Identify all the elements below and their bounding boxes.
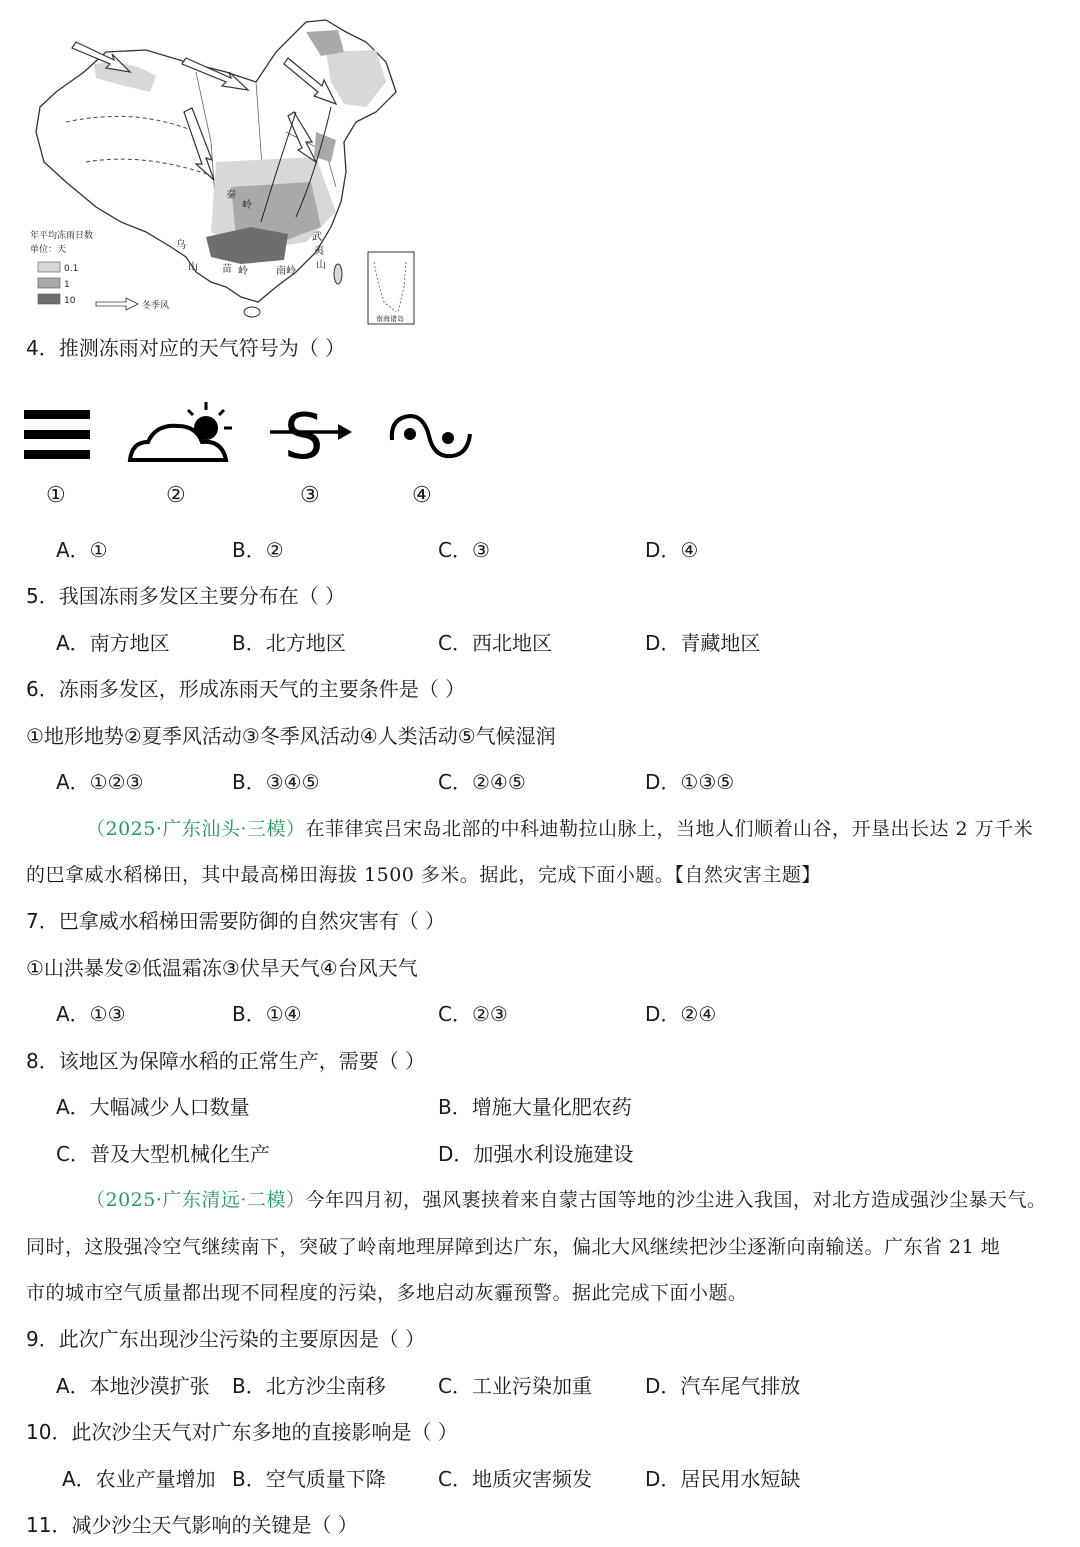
svg-text:S: S [284,400,324,468]
q8-stem: 8．该地区为保障水稻的正常生产，需要（ ） [26,1049,426,1073]
q10-option-b[interactable]: B．空气质量下降 [232,1467,386,1491]
q4-option-b[interactable]: B．② [232,538,284,562]
symbol-2-label: ② [166,483,186,508]
q6-stem: 6．冻雨多发区，形成冻雨天气的主要条件是（ ） [26,677,466,701]
legend-item-2: 1 [64,280,70,290]
china-map-svg [26,12,418,328]
label-ling: 岭 [242,200,252,211]
q7-option-c[interactable]: C．②③ [438,1002,508,1026]
legend-title: 年平均冻雨日数 [30,231,94,241]
passage1-text1: 在菲律宾吕宋岛北部的中科迪勒拉山脉上，当地人们顺着山谷，开垦出长达 2 万千米 [305,818,1034,840]
legend-item-1: 0.1 [64,264,79,274]
passage2-line1 [86,1186,1046,1214]
q9-stem: 9．此次广东出现沙尘污染的主要原因是（ ） [26,1327,426,1351]
q10-option-d[interactable]: D．居民用水短缺 [645,1467,801,1491]
q6-option-b[interactable]: B．③④⑤ [232,770,320,794]
label-wu: 乌 [176,240,186,251]
q4-option-d[interactable]: D．④ [645,538,699,562]
legend-unit: 单位：天 [30,245,67,255]
legend-wind: 冬季风 [142,301,170,311]
q5-option-a[interactable]: A．南方地区 [56,631,170,655]
q6-option-a[interactable]: A．①②③ [56,770,144,794]
passage1-line2: 的巴拿威水稻梯田，其中最高梯田海拔 1500 多米。据此，完成下面小题。【自然灾害主题】 [26,864,821,886]
passage1-source: （2025·广东汕头·三模） [86,818,306,840]
passage2-source: （2025·广东清远·二模） [86,1189,306,1211]
q8-option-b[interactable]: B．增施大量化肥农药 [438,1095,632,1119]
q10-stem: 10．此次沙尘天气对广东多地的直接影响是（ ） [26,1420,458,1444]
q7-conditions: ①山洪暴发②低温霜冻③伏旱天气④台风天气 [26,956,418,980]
q6-option-c[interactable]: C．②④⑤ [438,770,526,794]
q8-option-a[interactable]: A．大幅减少人口数量 [56,1095,250,1119]
q11-stem: 11．减少沙尘天气影响的关键是（ ） [26,1513,358,1537]
passage2-text1: 今年四月初，强风裹挟着来自蒙古国等地的沙尘进入我国，对北方造成强沙尘暴天气。 [305,1189,1047,1211]
passage2-line3: 市的城市空气质量都出现不同程度的污染，多地启动灰霾预警。据此完成下面小题。 [26,1282,748,1304]
q6-conditions: ①地形地势②夏季风活动③冬季风活动④人类活动⑤气候湿润 [26,724,556,748]
q7-option-a[interactable]: A．①③ [56,1002,126,1026]
label-qin: 秦 [226,190,236,201]
q6-option-d[interactable]: D．①③⑤ [645,770,735,794]
passage1-line1 [86,815,1033,843]
inset-label: 南海诸岛 [376,315,404,323]
legend-swatch-dark [38,294,60,304]
q7-option-d[interactable]: D．②④ [645,1002,717,1026]
q9-option-c[interactable]: C．工业污染加重 [438,1374,592,1398]
q5-stem: 5．我国冻雨多发区主要分布在（ ） [26,584,346,608]
south-sea-inset [368,252,414,324]
legend-swatch-light [38,262,60,272]
q8-option-d[interactable]: D．加强水利设施建设 [438,1142,634,1166]
symbol-3 [268,398,356,472]
symbol-2 [126,398,238,472]
label-ling2: 岭 [238,266,248,277]
label-miao: 苗 [222,264,232,275]
label-wuyi-2: 夷 [314,246,324,257]
q9-option-a[interactable]: A．本地沙漠扩张 [56,1374,210,1398]
legend-item-3: 10 [64,296,76,306]
sandstorm-icon [268,398,356,468]
legend-wind-arrow-icon [96,298,138,310]
q9-option-b[interactable]: B．北方沙尘南移 [232,1374,386,1398]
q10-option-c[interactable]: C．地质灾害频发 [438,1467,592,1491]
q4-option-c[interactable]: C．③ [438,538,490,562]
q8-option-c[interactable]: C．普及大型机械化生产 [56,1142,270,1166]
freezing-rain-icon [386,398,476,468]
label-wuyi-1: 武 [312,232,322,243]
symbol-4 [386,398,476,472]
q5-option-d[interactable]: D．青藏地区 [645,631,761,655]
symbol-1-label: ① [46,483,66,508]
q9-option-d[interactable]: D．汽车尾气排放 [645,1374,801,1398]
legend-swatch-mid [38,278,60,288]
q7-option-b[interactable]: B．①④ [232,1002,302,1026]
label-wuyi-3: 山 [316,260,326,271]
passage2-line2: 同时，这股强冷空气继续南下，突破了岭南地理屏障到达广东，偏北大风继续把沙尘逐渐向南输送。广东省 21 地 [26,1236,1001,1258]
fog-bars-icon [24,398,92,468]
q10-option-a[interactable]: A．农业产量增加 [62,1467,216,1491]
symbol-3-label: ③ [300,483,320,508]
q4-option-a[interactable]: A．① [56,538,108,562]
partly-cloudy-icon [126,398,238,468]
q4-stem: 4．推测冻雨对应的天气符号为（ ） [26,336,346,360]
freezing-rain-map [26,12,418,328]
symbol-1 [24,398,92,472]
q5-option-b[interactable]: B．北方地区 [232,631,346,655]
q5-option-c[interactable]: C．西北地区 [438,631,552,655]
symbol-4-label: ④ [412,483,432,508]
label-shan: 山 [188,262,198,273]
label-nanling: 南岭 [276,266,296,277]
q7-stem: 7．巴拿威水稻梯田需要防御的自然灾害有（ ） [26,909,446,933]
